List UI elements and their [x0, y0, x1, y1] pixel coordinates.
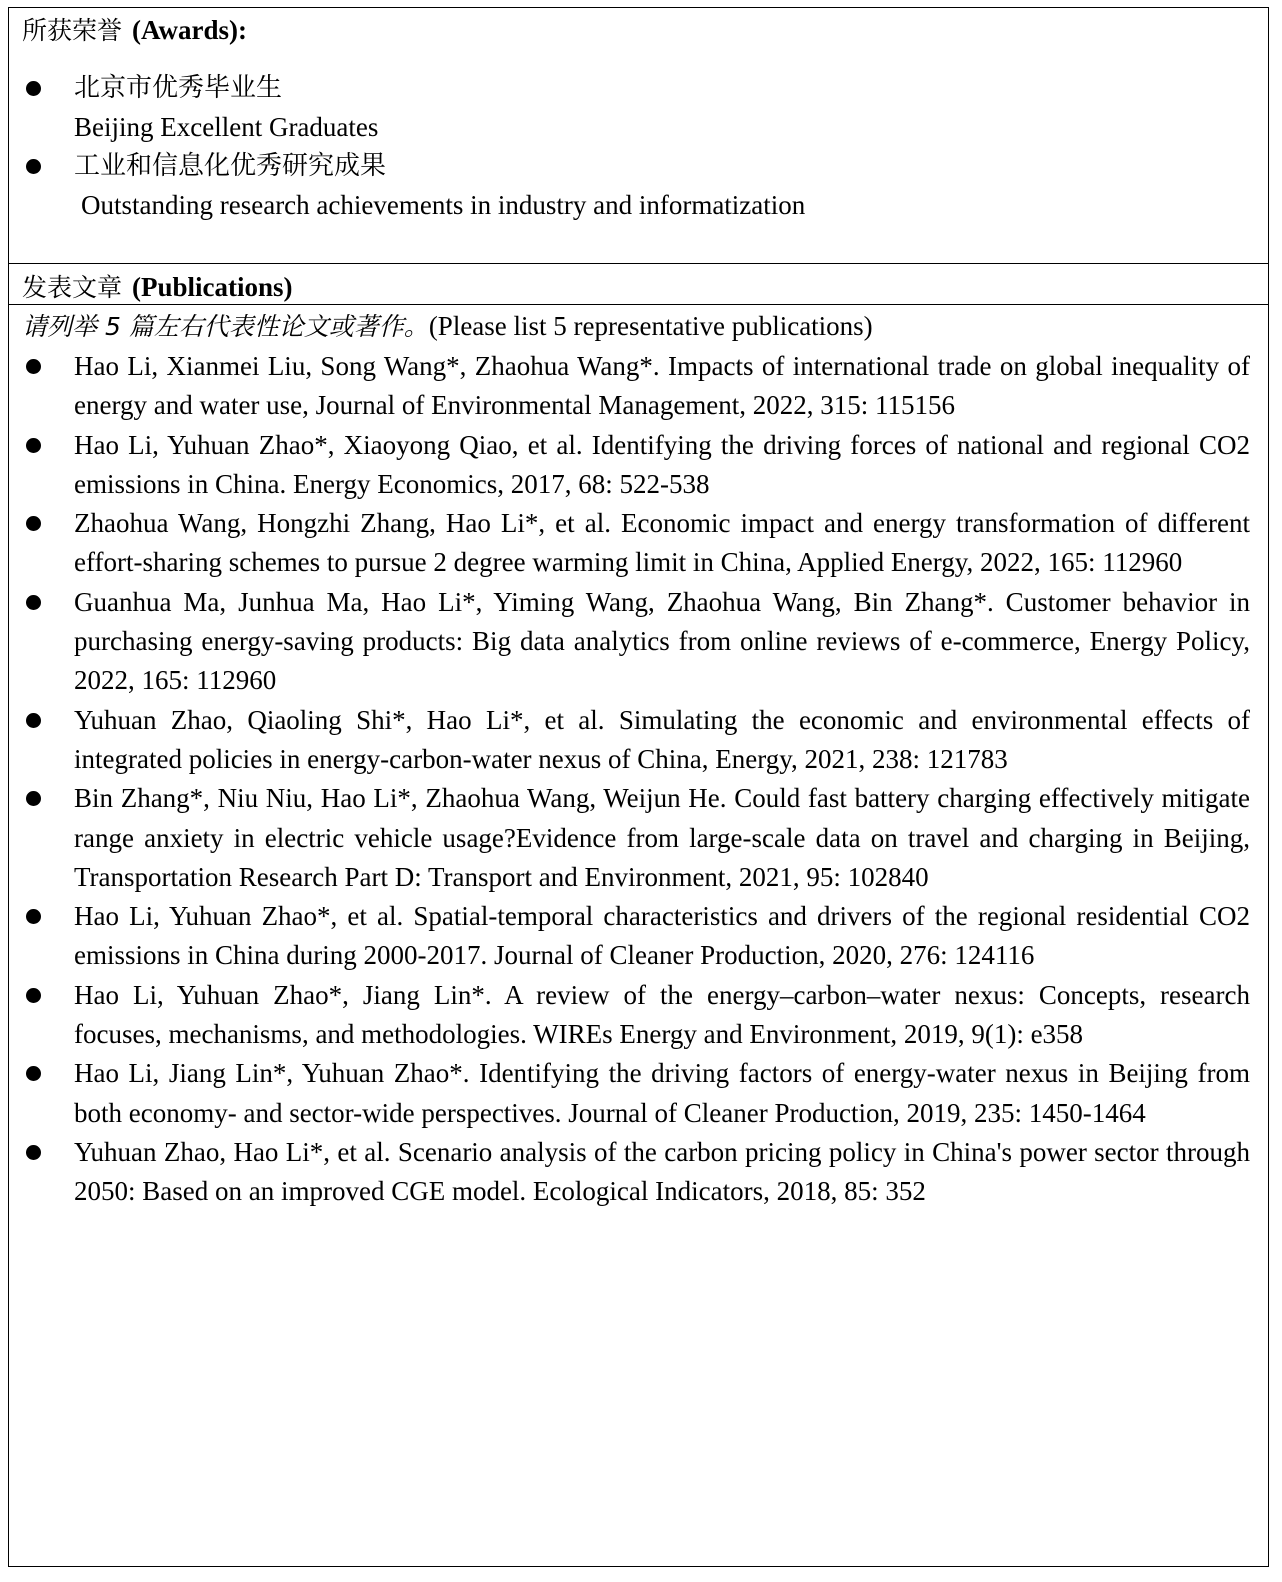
publications-instruction — [22, 307, 873, 346]
bullet-icon — [26, 595, 41, 610]
bullet-icon — [26, 909, 41, 924]
bullet-icon — [26, 81, 41, 96]
publication-text: Hao Li, Yuhuan Zhao*, Jiang Lin*. A review of the energy–carbon–water nexus: Concepts, research focuses, mechanisms, and methodologies. WIREs Energy and Environment, 2019, 9(1): e358 — [74, 979, 1250, 1050]
bullet-icon — [26, 438, 41, 453]
bullet-icon — [26, 988, 41, 1003]
award-name-cn: 工业和信息化优秀研究成果 — [74, 151, 387, 181]
award-name-cn: 北京市优秀毕业生 — [74, 73, 283, 103]
publication-item — [9, 897, 1268, 976]
bullet-icon — [26, 516, 41, 531]
publication-item — [9, 1054, 1268, 1133]
instruction-en: (Please list 5 representative publications) — [428, 311, 873, 341]
awards-title-en: (Awards): — [132, 15, 247, 45]
award-item — [9, 147, 1268, 225]
publications-title-en: (Publications) — [132, 272, 293, 302]
publication-text: Hao Li, Jiang Lin*, Yuhuan Zhao*. Identifying the driving factors of energy-water nexus in Beijing from both economy- and sector-wide perspectives. Journal of Cleaner Production, 2019, 235: 1450-1464 — [74, 1058, 1250, 1128]
publication-text: Zhaohua Wang, Hongzhi Zhang, Hao Li*, et al. Economic impact and energy transformation of different effort-sharing schemes to pursue 2 degree warming limit in China, Applied Energy, 2022, 165: 112960 — [74, 508, 1250, 578]
award-name-en: Outstanding research achievements in industry and informatization — [81, 190, 806, 220]
publication-text: Hao Li, Yuhuan Zhao*, Xiaoyong Qiao, et al. Identifying the driving forces of national and regional CO2 emissions in China. Energy Economics, 2017, 68: 522-538 — [74, 429, 1250, 499]
publication-item — [9, 701, 1268, 780]
publication-item — [9, 1133, 1268, 1212]
publication-text: Hao Li, Xianmei Liu, Song Wang*, Zhaohua Wang*. Impacts of international trade on global inequality of energy and water use, Journal of Environmental Management, 2022, 315: 115156 — [74, 351, 1250, 421]
publication-item — [9, 779, 1268, 897]
bullet-icon — [26, 1145, 41, 1160]
publication-item — [9, 976, 1268, 1055]
publication-text: Guanhua Ma, Junhua Ma, Hao Li*, Yiming Wang, Zhaohua Wang, Bin Zhang*. Customer behavior in purchasing energy-saving products: Big data analytics from online reviews of e-commerce, Energy Policy, 2022, 165: 112960 — [74, 586, 1250, 696]
publication-text: Bin Zhang*, Niu Niu, Hao Li*, Zhaohua Wang, Weijun He. Could fast battery charging effectively mitigate range anxiety in electric vehicle usage?Evidence from large-scale data on travel and charging in Beijing, Transportation Research Part D: Transport and Environment, 2021, 95: 102840 — [74, 783, 1250, 892]
section-divider — [9, 263, 1268, 264]
heading-divider — [9, 304, 1268, 305]
awards-heading — [22, 12, 247, 49]
publication-item — [9, 504, 1268, 583]
award-name-en: Beijing Excellent Graduates — [74, 112, 379, 142]
bullet-icon — [26, 1066, 41, 1081]
bullet-icon — [26, 159, 41, 174]
resume-table — [8, 7, 1269, 1567]
publication-item — [9, 583, 1268, 701]
bullet-icon — [26, 713, 41, 728]
awards-title-cn: 所获荣誉 — [22, 16, 123, 45]
bullet-icon — [26, 791, 41, 806]
publication-text: Yuhuan Zhao, Hao Li*, et al. Scenario analysis of the carbon pricing policy in China's power sector through 2050: Based on an improved CGE model. Ecological Indicators, 2018, 85: 352 — [74, 1136, 1250, 1207]
instruction-cn: 请列举 5 篇左右代表性论文或著作。 — [22, 312, 429, 341]
publications-heading — [22, 269, 293, 306]
publications-title-cn: 发表文章 — [22, 273, 123, 302]
publication-item — [9, 347, 1268, 426]
publication-item — [9, 426, 1268, 505]
awards-list — [9, 69, 1268, 225]
bullet-icon — [26, 359, 41, 374]
award-item — [9, 69, 1268, 147]
publications-list — [9, 347, 1268, 1212]
publication-text: Hao Li, Yuhuan Zhao*, et al. Spatial-temporal characteristics and drivers of the regional residential CO2 emissions in China during 2000-2017. Journal of Cleaner Production, 2020, 276: 124116 — [74, 901, 1250, 971]
publication-text: Yuhuan Zhao, Qiaoling Shi*, Hao Li*, et al. Simulating the economic and environmental effects of integrated policies in energy-carbon-water nexus of China, Energy, 2021, 238: 121783 — [74, 704, 1250, 774]
